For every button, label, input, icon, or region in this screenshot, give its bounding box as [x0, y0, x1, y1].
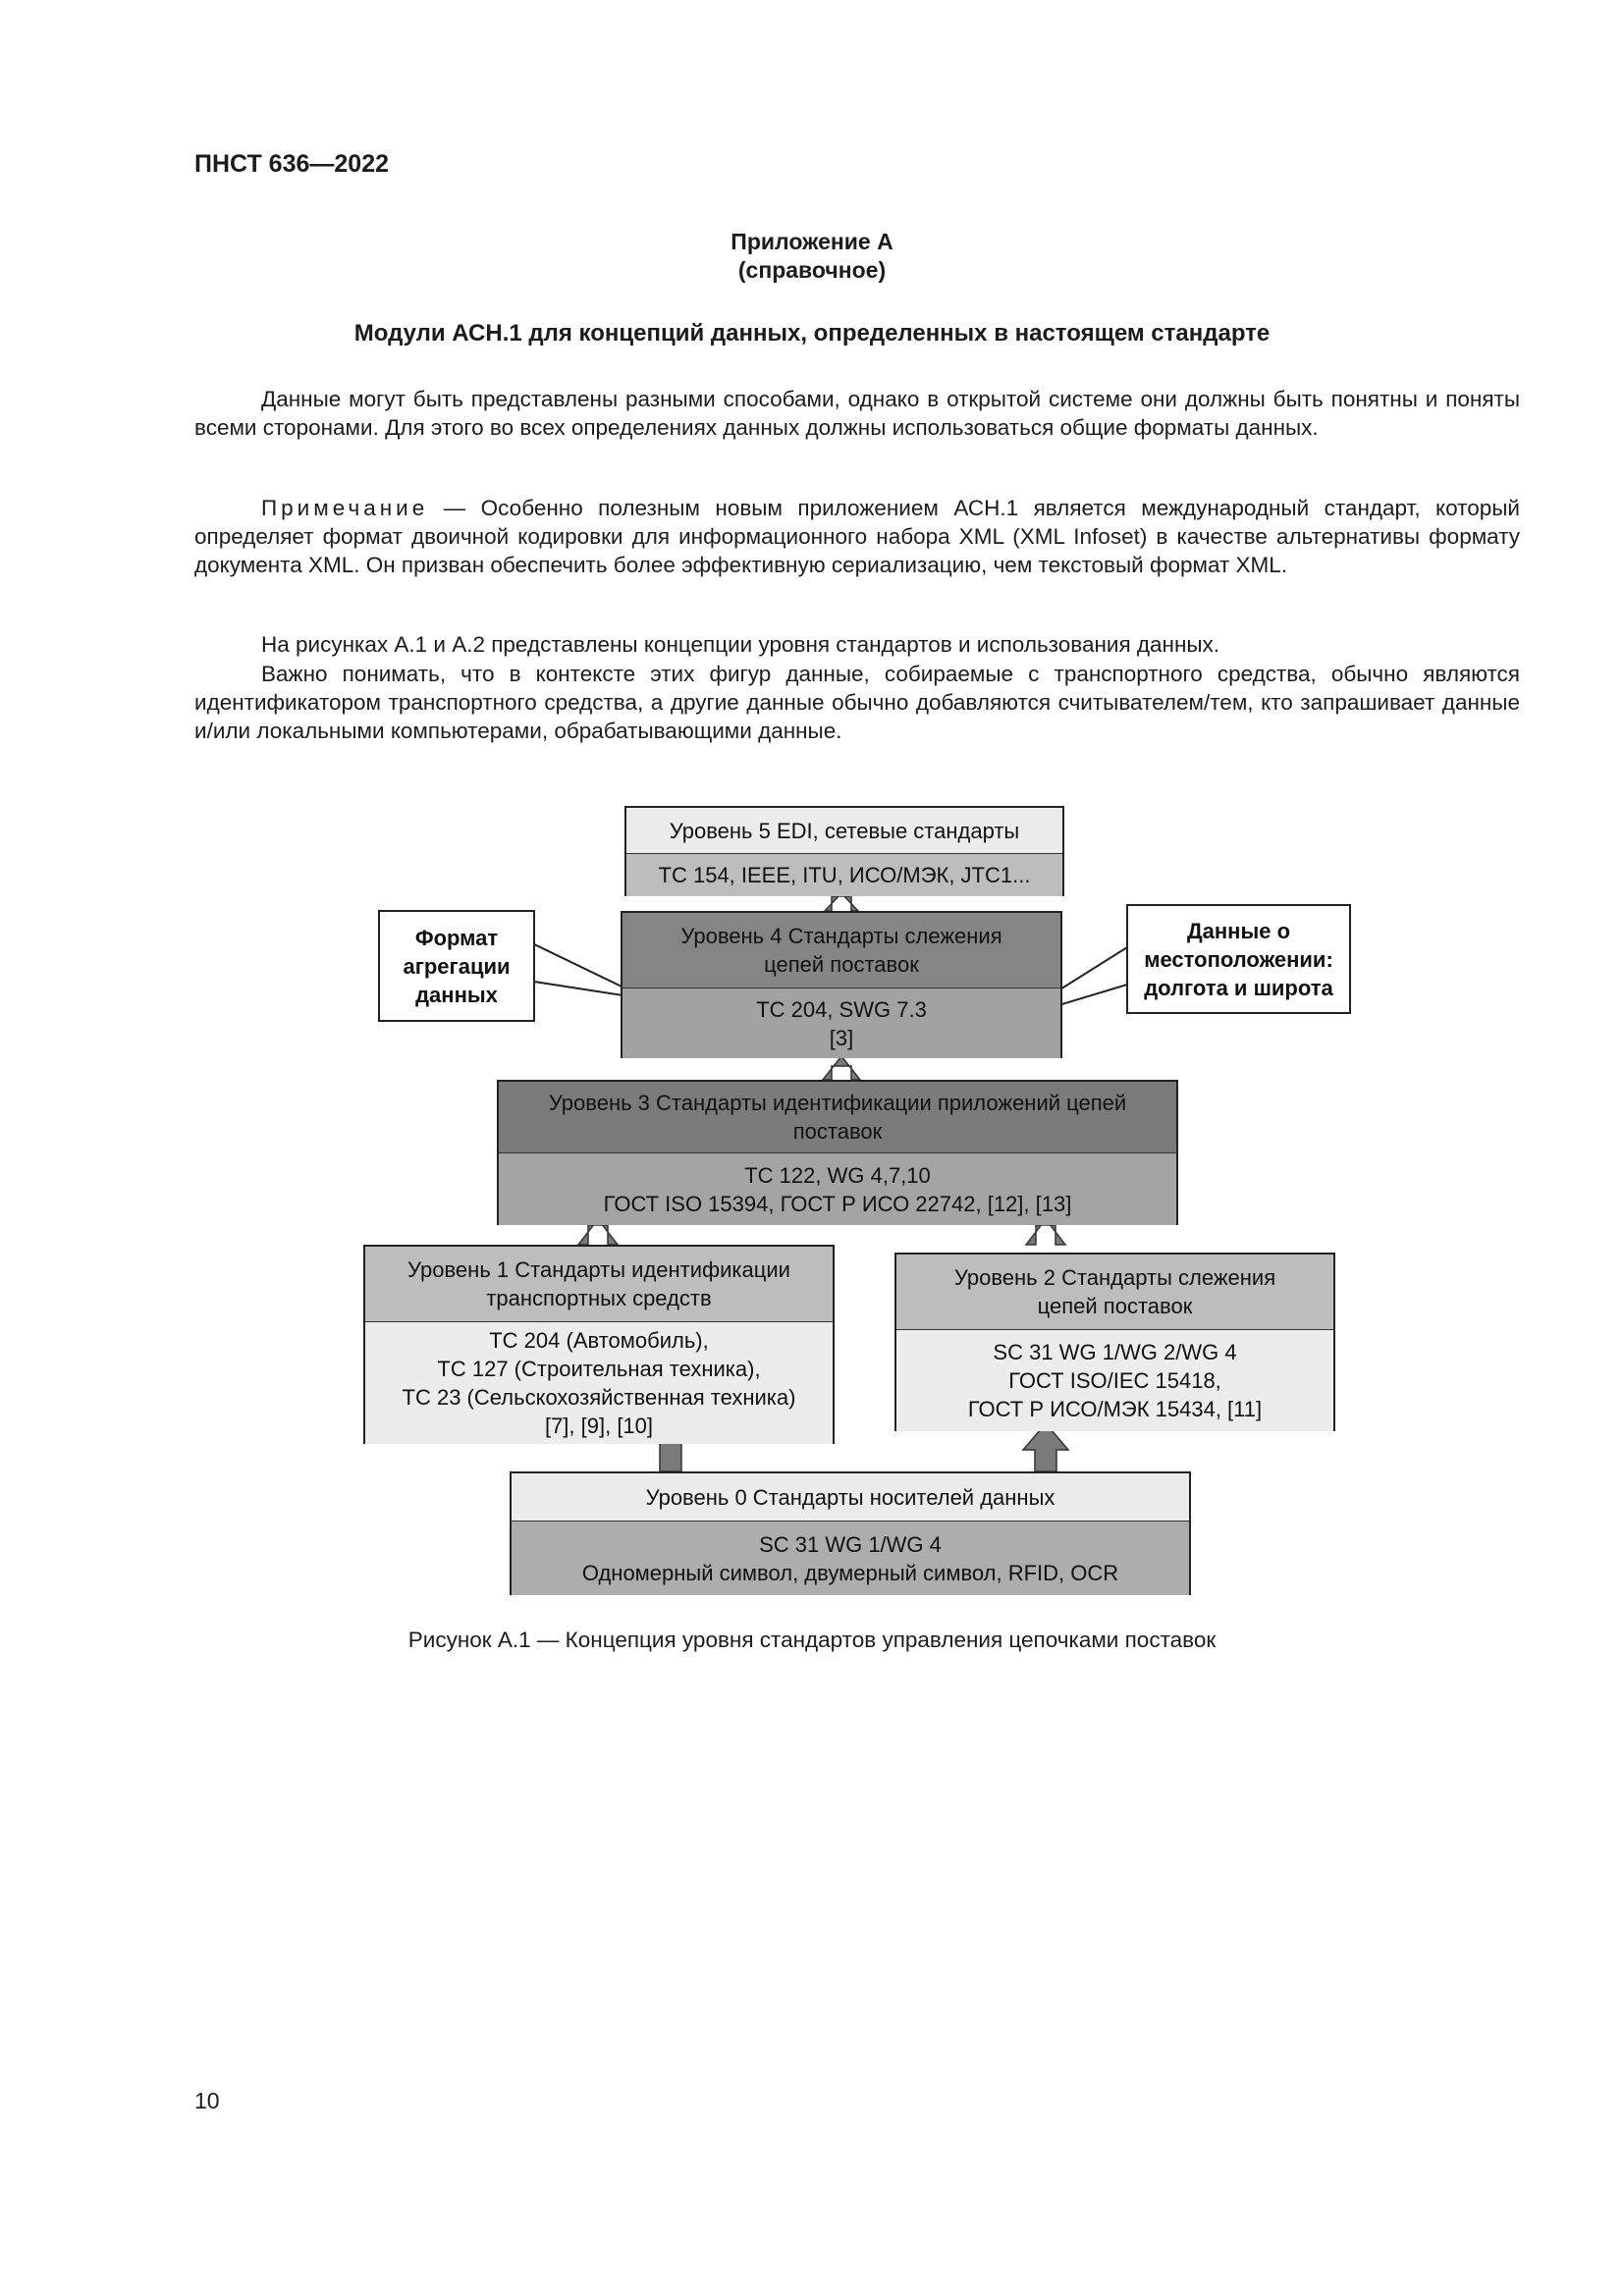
- note-text: — Особенно полезным новым приложением АСН.1 является международный стандарт, который определяет формат двоичной кодировки для информационного набора XML (XML Infoset) в качестве альтернативы формату документа XML. Он призван обеспечить более эффективную сериализацию, чем текстовый формат XML.: [194, 496, 1520, 577]
- level1-title: [365, 1247, 833, 1321]
- annex-subtitle: (справочное): [737, 257, 887, 283]
- level3-body-line1: TC 122, WG 4,7,10: [744, 1162, 931, 1188]
- level1-body: [365, 1321, 833, 1444]
- level5-body-text: TC 154, IEEE, ITU, ИСО/МЭК, JTC1...: [658, 863, 1031, 887]
- level2-body-line1: SC 31 WG 1/WG 2/WG 4: [993, 1340, 1237, 1364]
- level0-title-text: Уровень 0 Стандарты носителей данных: [645, 1484, 1056, 1510]
- note-label: Примечание: [261, 496, 429, 520]
- callout-right-line3: долгота и широта: [1144, 975, 1333, 1000]
- figure-caption: Рисунок А.1 — Концепция уровня стандартов управления цепочками поставок: [407, 1628, 1217, 1652]
- level2-box: [894, 1253, 1335, 1431]
- level3-box: [497, 1080, 1178, 1225]
- level3-title: [499, 1082, 1176, 1152]
- level5-box: [624, 806, 1064, 896]
- level0-box: [510, 1471, 1191, 1595]
- document-code: ПНСТ 636—2022: [194, 150, 389, 178]
- level5-title: [626, 808, 1062, 853]
- level1-title-line1: Уровень 1 Стандарты идентификации: [407, 1257, 790, 1282]
- level2-body: [896, 1329, 1333, 1431]
- paragraph-data-representation: Данные могут быть представлены разными способами, однако в открытой системе они должны быть понятны и поняты всеми сторонами. Для этого во всех определениях данных должны использоваться общие форматы данных.: [194, 387, 1520, 440]
- level1-box: [363, 1245, 835, 1444]
- level2-title-line2: цепей поставок: [1037, 1294, 1193, 1318]
- level3-title-line1: Уровень 3 Стандарты идентификации приложений цепей: [548, 1091, 1127, 1115]
- callout-left-line2: агрегации: [403, 953, 511, 979]
- level4-body: [623, 988, 1060, 1058]
- page-number: 10: [194, 2088, 220, 2113]
- section-heading: Модули АСН.1 для концепций данных, определенных в настоящем стандарте: [353, 320, 1271, 347]
- level2-title-line1: Уровень 2 Стандарты слежения: [953, 1265, 1276, 1290]
- arrow-level3-to-level4: [823, 1056, 860, 1080]
- level1-body-line3: TC 23 (Сельскохозяйственная техника): [402, 1385, 796, 1410]
- level5-title-text: Уровень 5 EDI, сетевые стандарты: [669, 818, 1020, 843]
- level1-body-line2: TC 127 (Строительная техника),: [437, 1357, 761, 1381]
- level4-body-line2: [3]: [829, 1025, 854, 1050]
- level0-body-line2: Одномерный символ, двумерный символ, RFID, OCR: [581, 1560, 1119, 1585]
- level4-title: [623, 913, 1060, 988]
- paragraph-figures-intro: На рисунках А.1 и А.2 представлены концепции уровня стандартов и использования данных.: [261, 632, 1220, 657]
- level0-body-line1: SC 31 WG 1/WG 4: [759, 1531, 942, 1557]
- level0-body: [512, 1521, 1189, 1595]
- level5-body: [626, 853, 1062, 896]
- level4-body-line1: TC 204, SWG 7.3: [756, 996, 927, 1022]
- level4-title-line1: Уровень 4 Стандарты слежения: [680, 924, 1002, 948]
- level2-title: [896, 1255, 1333, 1329]
- level1-body-line4: [7], [9], [10]: [544, 1414, 654, 1438]
- level3-title-line2: поставок: [792, 1119, 883, 1144]
- callout-data-aggregation: [378, 910, 535, 1022]
- level2-body-line3: ГОСТ Р ИСО/МЭК 15434, [11]: [967, 1397, 1263, 1421]
- level3-body: [499, 1152, 1176, 1225]
- level3-body-line2: ГОСТ ISO 15394, ГОСТ Р ИСО 22742, [12], [13]: [603, 1191, 1072, 1216]
- level1-title-line2: транспортных средств: [486, 1286, 712, 1310]
- callout-location-data: [1126, 904, 1351, 1014]
- callout-right-line2: местоположении:: [1144, 946, 1333, 972]
- level4-title-line2: цепей поставок: [764, 952, 919, 977]
- level0-title: [512, 1473, 1189, 1521]
- callout-left-line1: Формат: [414, 925, 499, 950]
- level4-box: [621, 911, 1062, 1058]
- callout-right-line1: Данные о: [1186, 918, 1291, 943]
- annex-title: Приложение А: [731, 229, 893, 254]
- level1-body-line1: TC 204 (Автомобиль),: [489, 1328, 709, 1353]
- level2-body-line2: ГОСТ ISO/IEC 15418,: [1008, 1368, 1221, 1393]
- paragraph-vehicle-data: Важно понимать, что в контексте этих фигур данные, собираемые с транспортного средства, обычно являются идентификатором транспортного средства, а другие данные обычно добавляются считывателем/тем, кто запрашивает данные и/или локальными компьютерами, обрабатывающими данные.: [194, 662, 1520, 743]
- callout-left-line3: данных: [415, 982, 498, 1007]
